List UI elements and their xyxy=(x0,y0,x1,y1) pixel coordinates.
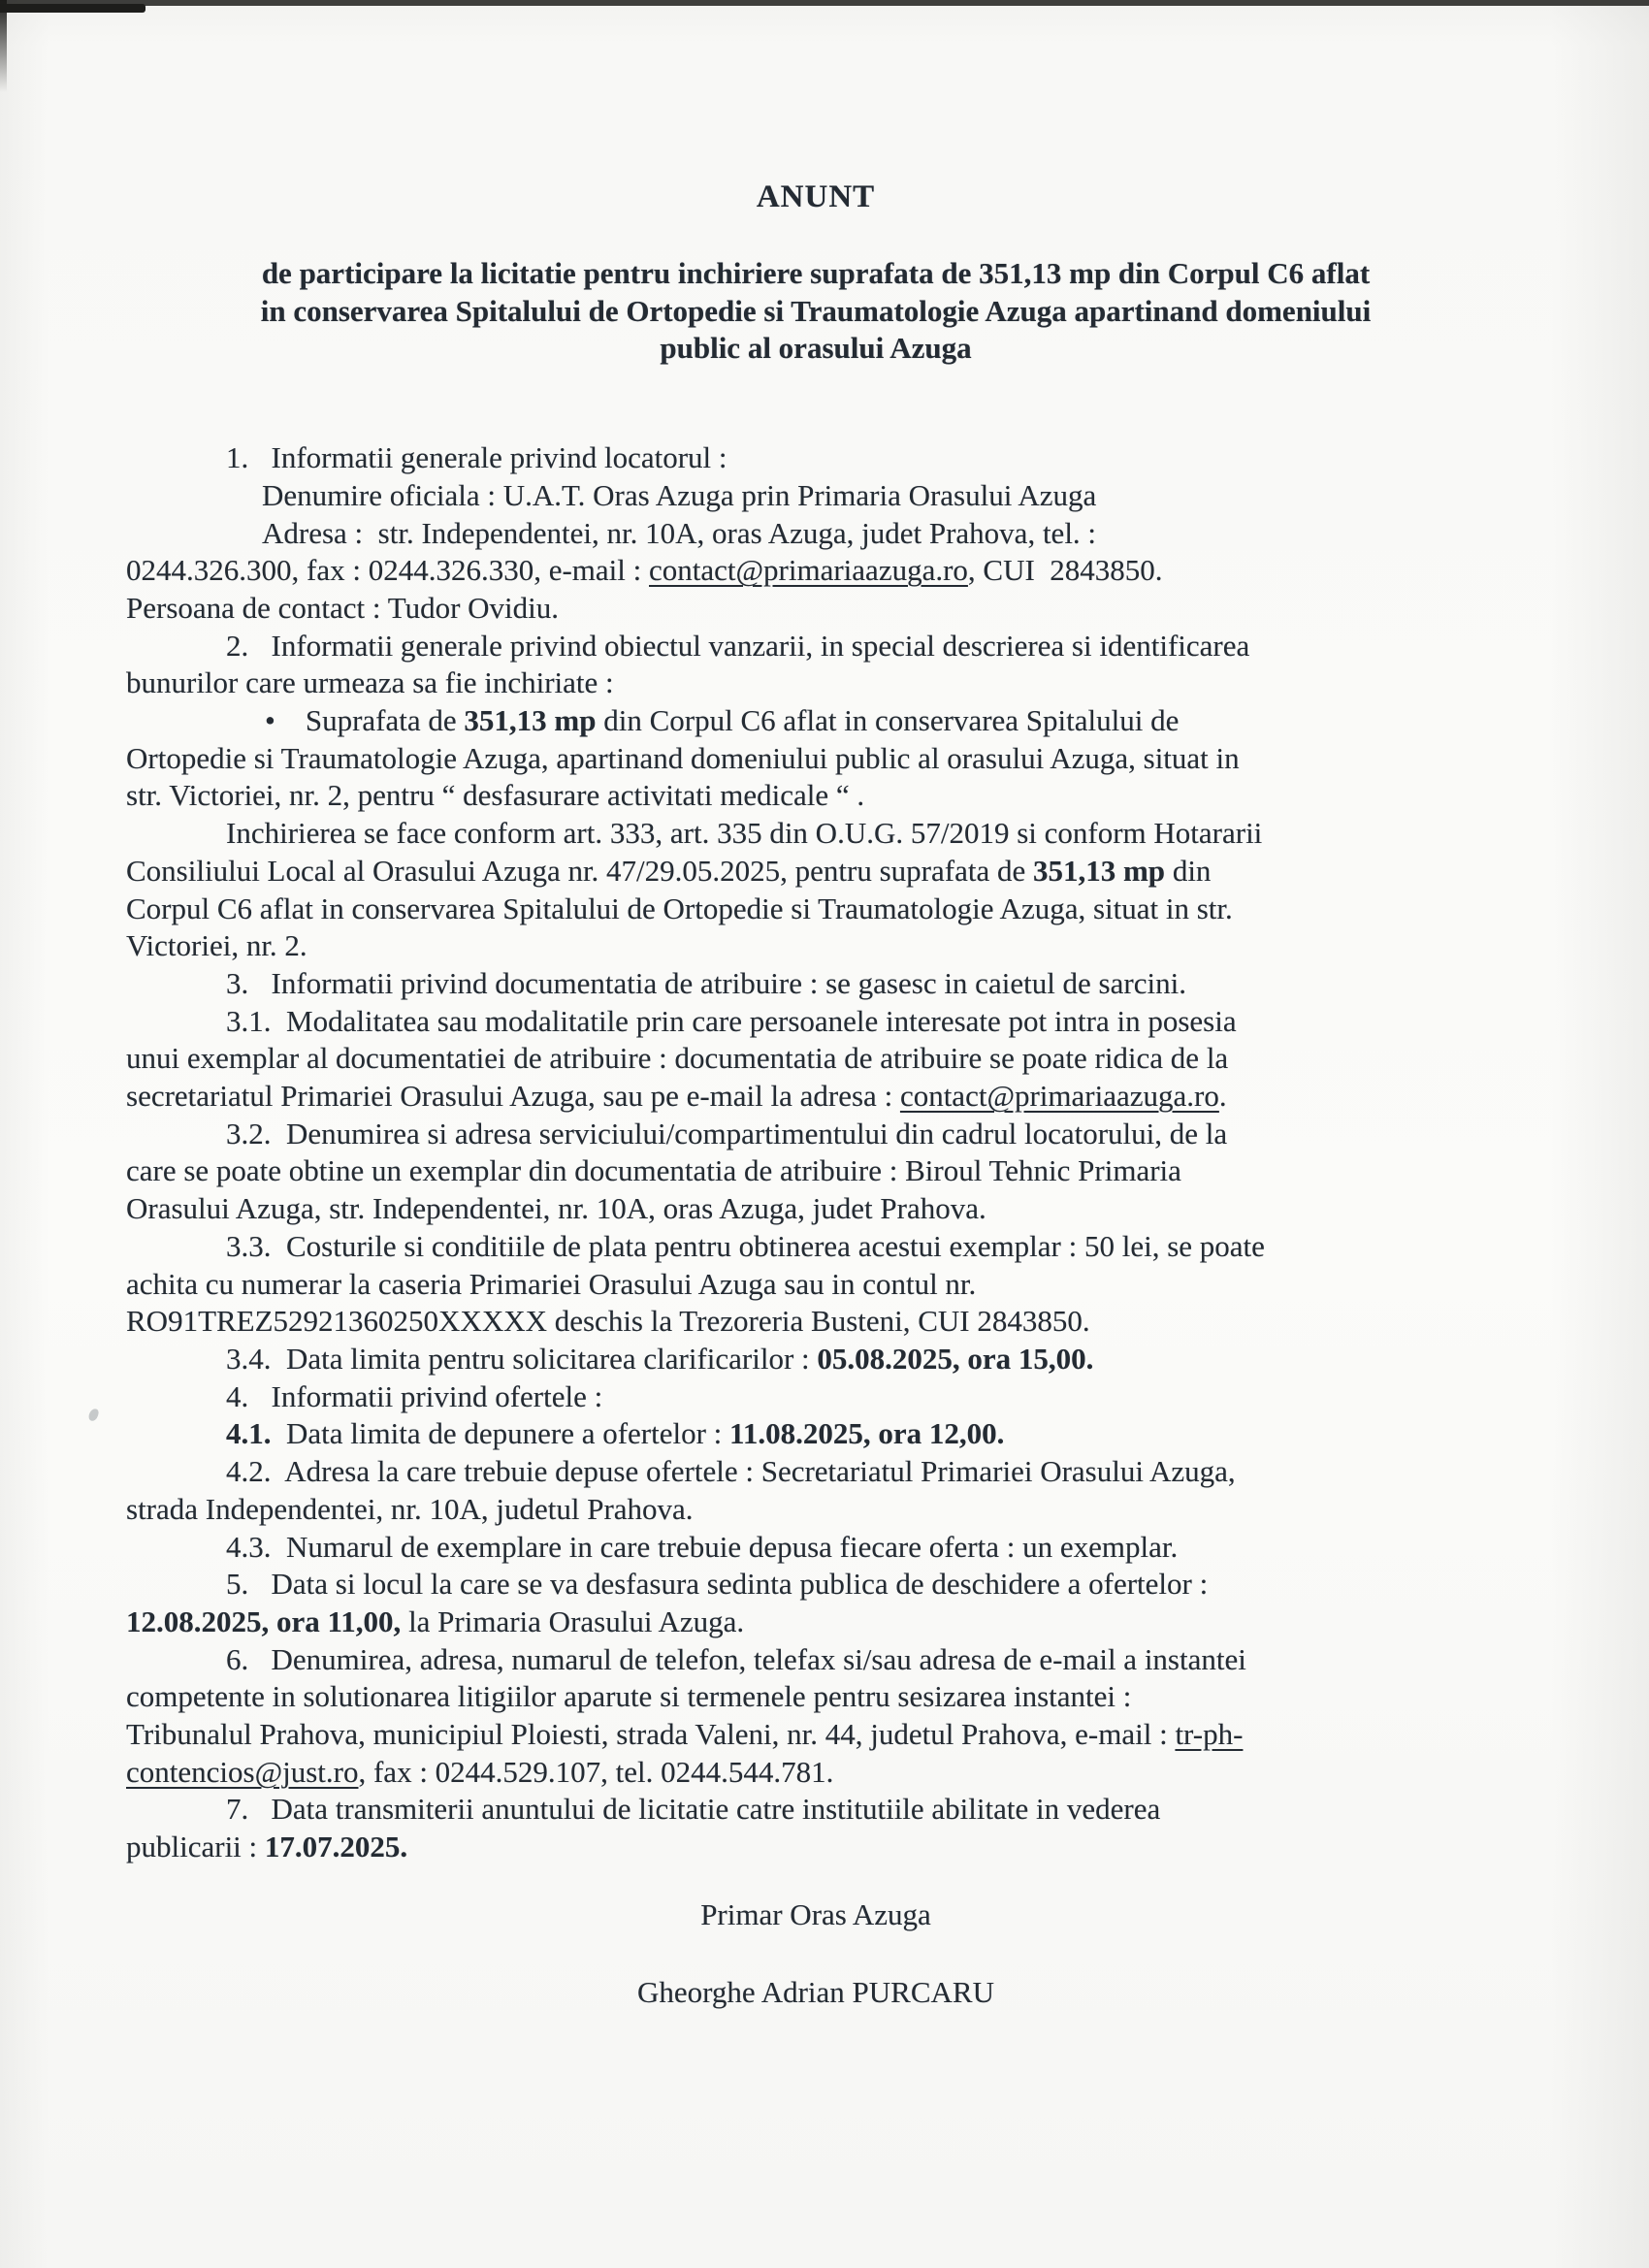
document-line xyxy=(126,1378,1505,1416)
document-line xyxy=(126,853,1505,891)
text-segment: Data limita de depunere a ofertelor : xyxy=(271,1416,730,1451)
heading-line-1: de participare la licitatie pentru inchiriere suprafata de 351,13 mp din Corpul C6 aflat xyxy=(261,256,1371,290)
text-segment: publicarii : xyxy=(126,1830,265,1864)
document-line xyxy=(126,1491,1505,1529)
text-segment: unui exemplar al documentatiei de atribuire : documentatia de atribuire se poate ridica de la xyxy=(126,1041,1229,1076)
scan-artifact-speck xyxy=(87,1408,100,1422)
text-segment: 4. Informatii privind ofertele : xyxy=(226,1378,603,1413)
email-text: contact@primariaazuga.ro xyxy=(899,1079,1219,1114)
document-line xyxy=(126,815,1505,853)
email-text: contencios@just.ro xyxy=(126,1754,359,1789)
email-text: tr-ph- xyxy=(1175,1717,1244,1752)
text-segment: Ortopedie si Traumatologie Azuga, apartinand domeniului public al orasului Azuga, situat in xyxy=(126,740,1240,775)
document-line xyxy=(126,1641,1505,1679)
document-line xyxy=(126,1415,1505,1453)
document-line xyxy=(126,1453,1505,1491)
text-segment: Adresa : str. Independentei, nr. 10A, oras Azuga, judet Prahova, tel. : xyxy=(262,515,1097,550)
text-segment: secretariatul Primariei Orasului Azuga, sau pe e-mail la adresa : xyxy=(126,1079,900,1114)
text-segment: competente in solutionarea litigiilor aparute si termenele pentru sesizarea instantei : xyxy=(126,1679,1132,1714)
text-segment: Corpul C6 aflat in conservarea Spitalului de Ortopedie si Traumatologie Azuga, situat in str. xyxy=(126,891,1233,925)
email-text: contact@primariaazuga.ro xyxy=(649,553,968,588)
document-footer xyxy=(126,1896,1505,2011)
document-line xyxy=(126,590,1505,628)
document-line xyxy=(126,477,1505,515)
document-line xyxy=(126,702,1505,740)
document-line xyxy=(126,1566,1505,1604)
document-body xyxy=(126,439,1505,1866)
document-line xyxy=(126,1228,1505,1266)
document-line xyxy=(126,1078,1505,1116)
document-line xyxy=(126,1604,1505,1641)
signature-name: Gheorghe Adrian PURCARU xyxy=(637,1974,994,2009)
document-line xyxy=(126,1754,1505,1792)
text-segment: din Corpul C6 aflat in conservarea Spitalului de xyxy=(596,703,1180,738)
document-line xyxy=(126,1791,1505,1829)
text-segment: Consiliului Local al Orasului Azuga nr. 47/29.05.2025, pentru suprafata de xyxy=(126,853,1033,888)
text-segment: 4.1. xyxy=(226,1416,272,1451)
document-line xyxy=(126,927,1505,965)
text-segment: Persoana de contact : Tudor Ovidiu. xyxy=(126,590,560,625)
text-segment: , CUI 2843850. xyxy=(967,553,1163,588)
text-segment: str. Victoriei, nr. 2, pentru “ desfasurare activitati medicale “ . xyxy=(126,778,865,813)
text-segment: 17.07.2025. xyxy=(264,1830,408,1864)
text-segment: Orasului Azuga, str. Independentei, nr. 10A, oras Azuga, judet Prahova. xyxy=(126,1191,986,1226)
text-segment: 0244.326.300, fax : 0244.326.330, e-mail : xyxy=(126,553,649,588)
text-segment: 4.2. Adresa la care trebuie depuse ofertele : Secretariatul Primariei Orasului Azuga, xyxy=(226,1454,1236,1489)
signature-role: Primar Oras Azuga xyxy=(700,1896,931,1931)
document-line xyxy=(126,552,1505,590)
text-segment: strada Independentei, nr. 10A, judetul Prahova. xyxy=(126,1491,694,1526)
text-segment: Tribunalul Prahova, municipiul Ploiesti, strada Valeni, nr. 44, judetul Prahova, e-mail : xyxy=(126,1717,1176,1752)
text-segment: 4.3. Numarul de exemplare in care trebuie depusa fiecare oferta : un exemplar. xyxy=(226,1529,1179,1564)
scan-artifact-left-edge xyxy=(0,0,7,92)
text-segment: 6. Denumirea, adresa, numarul de telefon, telefax si/sau adresa de e-mail a instantei xyxy=(226,1641,1246,1676)
document-line xyxy=(126,1152,1505,1190)
document-line xyxy=(126,1190,1505,1228)
heading-line-2: in conservarea Spitalului de Ortopedie si Traumatologie Azuga apartinand domeniului xyxy=(260,293,1372,328)
text-segment: 1. Informatii generale privind locatorul : xyxy=(226,440,728,475)
document-title: ANUNT xyxy=(756,179,876,214)
text-segment: 3.4. Data limita pentru solicitarea clarificarilor : xyxy=(226,1341,818,1376)
document-line xyxy=(126,628,1505,665)
text-segment: din xyxy=(1165,853,1212,888)
text-segment: la Primaria Orasului Azuga. xyxy=(401,1604,745,1638)
text-segment: • Suprafata de xyxy=(265,703,465,738)
text-segment: care se poate obtine un exemplar din documentatia de atribuire : Biroul Tehnic Primaria xyxy=(126,1153,1181,1188)
document-line xyxy=(126,1678,1505,1716)
document-line xyxy=(126,1266,1505,1304)
document-line xyxy=(126,1529,1505,1567)
document-line xyxy=(126,1003,1505,1041)
document-heading xyxy=(126,255,1505,368)
document-line xyxy=(126,515,1505,553)
text-segment: 351,13 mp xyxy=(464,703,597,738)
document-line xyxy=(126,1341,1505,1378)
text-segment: . xyxy=(1218,1079,1227,1114)
document-line xyxy=(126,965,1505,1003)
text-segment: 351,13 mp xyxy=(1032,853,1166,888)
document-line xyxy=(126,777,1505,815)
document-line xyxy=(126,1040,1505,1078)
document-line xyxy=(126,1829,1505,1866)
scan-artifact-corner-mark xyxy=(0,4,146,13)
text-segment: bunurilor care urmeaza sa fie inchiriate : xyxy=(126,665,614,700)
text-segment: 12.08.2025, ora 11,00, xyxy=(126,1604,402,1638)
document-line xyxy=(126,664,1505,702)
document-content xyxy=(126,0,1505,2011)
text-segment: Victoriei, nr. 2. xyxy=(126,928,307,963)
text-segment: 3.3. Costurile si conditiile de plata pentru obtinerea acestui exemplar : 50 lei, se poate xyxy=(226,1228,1265,1263)
heading-line-3: public al orasului Azuga xyxy=(660,331,972,366)
text-segment: 2. Informatii generale privind obiectul vanzarii, in special descrierea si identificarea xyxy=(226,628,1250,663)
text-segment: RO91TREZ52921360250XXXXX deschis la Trezoreria Busteni, CUI 2843850. xyxy=(126,1304,1090,1339)
text-segment: Inchirierea se face conform art. 333, art. 335 din O.U.G. 57/2019 si conform Hotararii xyxy=(226,816,1263,851)
text-segment: achita cu numerar la caseria Primariei Orasului Azuga sau in contul nr. xyxy=(126,1266,977,1301)
text-segment: 05.08.2025, ora 15,00. xyxy=(817,1341,1094,1376)
text-segment: Denumire oficiala : U.A.T. Oras Azuga prin Primaria Orasului Azuga xyxy=(262,477,1097,512)
text-segment: 3.1. Modalitatea sau modalitatile prin care persoanele interesate pot intra in posesia xyxy=(226,1003,1237,1038)
document-line xyxy=(126,1116,1505,1153)
document-line xyxy=(126,891,1505,928)
document-line xyxy=(126,740,1505,778)
text-segment: 3. Informatii privind documentatia de atribuire : se gasesc in caietul de sarcini. xyxy=(226,965,1186,1000)
text-segment: , fax : 0244.529.107, tel. 0244.544.781. xyxy=(358,1754,834,1789)
document-line xyxy=(126,1303,1505,1341)
document-line xyxy=(126,1716,1505,1754)
text-segment: 11.08.2025, ora 12,00. xyxy=(729,1416,1005,1451)
text-segment: 5. Data si locul la care se va desfasura sedinta publica de deschidere a ofertelor : xyxy=(226,1567,1209,1602)
text-segment: 7. Data transmiterii anuntului de licitatie catre institutiile abilitate in vederea xyxy=(226,1792,1161,1827)
document-line xyxy=(126,439,1505,477)
text-segment: 3.2. Denumirea si adresa serviciului/compartimentului din cadrul locatorului, de la xyxy=(226,1116,1228,1150)
